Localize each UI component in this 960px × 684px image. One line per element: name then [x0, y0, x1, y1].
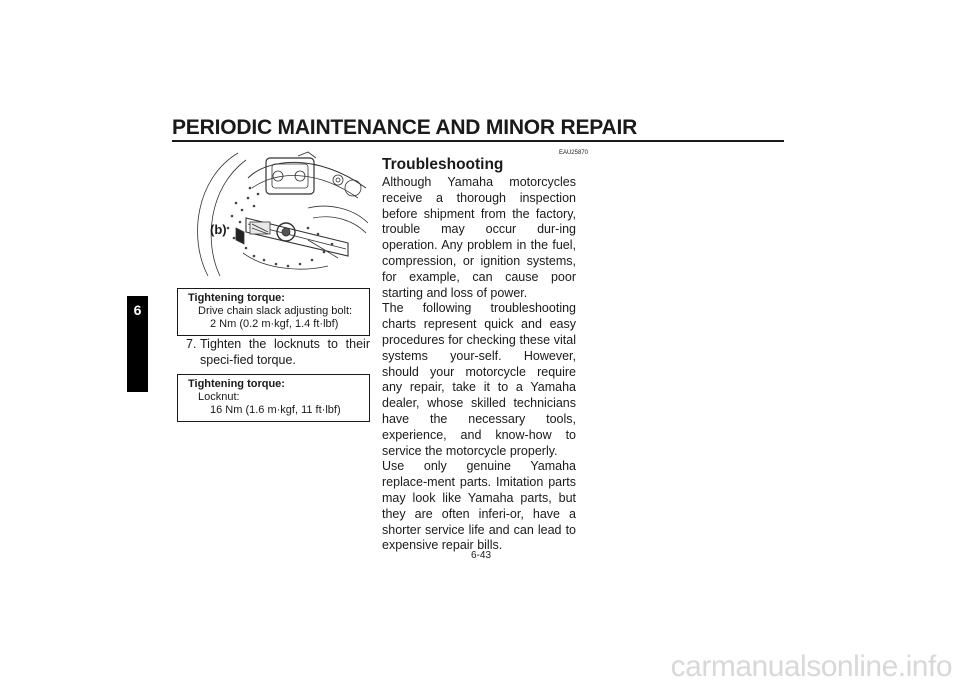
step-text: Tighten the locknuts to their speci-fied torque. — [200, 337, 370, 367]
torque-spec-value: 2 Nm (0.2 m·kgf, 1.4 ft·lbf) — [210, 318, 339, 330]
paragraph: Use only genuine Yamaha replace-ment parts. Imitation parts may look like Yamaha parts, but they are often inferi-or, have a shorter service life and can lead to expensive repair bills. — [382, 459, 576, 553]
section-heading: Troubleshooting — [382, 156, 504, 173]
torque-spec-label: Tightening torque: — [188, 292, 285, 304]
torque-spec-box-locknut — [177, 374, 370, 422]
figure-callout-b: (b) — [210, 222, 227, 237]
torque-spec-label: Tightening torque: — [188, 378, 285, 390]
procedure-step-7 — [186, 337, 370, 368]
step-number: 7. — [186, 337, 197, 351]
watermark: carmanualsonline.info — [670, 650, 952, 683]
torque-spec-box-adjusting-bolt — [177, 288, 370, 336]
paragraph: The following troubleshooting charts represent quick and easy procedures for checking these vital systems your-self. However, should your motorcycle require any repair, take it to a Yamaha dealer, whose skilled technicians have the necessary tools, experience, and know-how to service the motorcycle properly. — [382, 301, 576, 458]
chapter-tab — [127, 296, 148, 392]
section-code: EAU25870 — [558, 150, 588, 156]
chapter-number: 6 — [133, 302, 142, 318]
torque-spec-item: Locknut: — [198, 391, 240, 403]
torque-spec-value: 16 Nm (1.6 m·kgf, 11 ft·lbf) — [210, 404, 341, 416]
page-title: PERIODIC MAINTENANCE AND MINOR REPAIR — [172, 116, 638, 139]
paragraph: Although Yamaha motorcycles receive a thorough inspection before shipment from the factory, trouble may occur dur-ing operation. Any problem in the fuel, compression, or ignition systems, for example, can cause poor starting and loss of power. — [382, 175, 576, 300]
troubleshooting-body — [382, 175, 576, 554]
rear-axle-illustration — [188, 148, 370, 278]
page-number: 6-43 — [470, 550, 491, 561]
title-rule — [172, 140, 784, 142]
torque-spec-item: Drive chain slack adjusting bolt: — [198, 305, 353, 317]
